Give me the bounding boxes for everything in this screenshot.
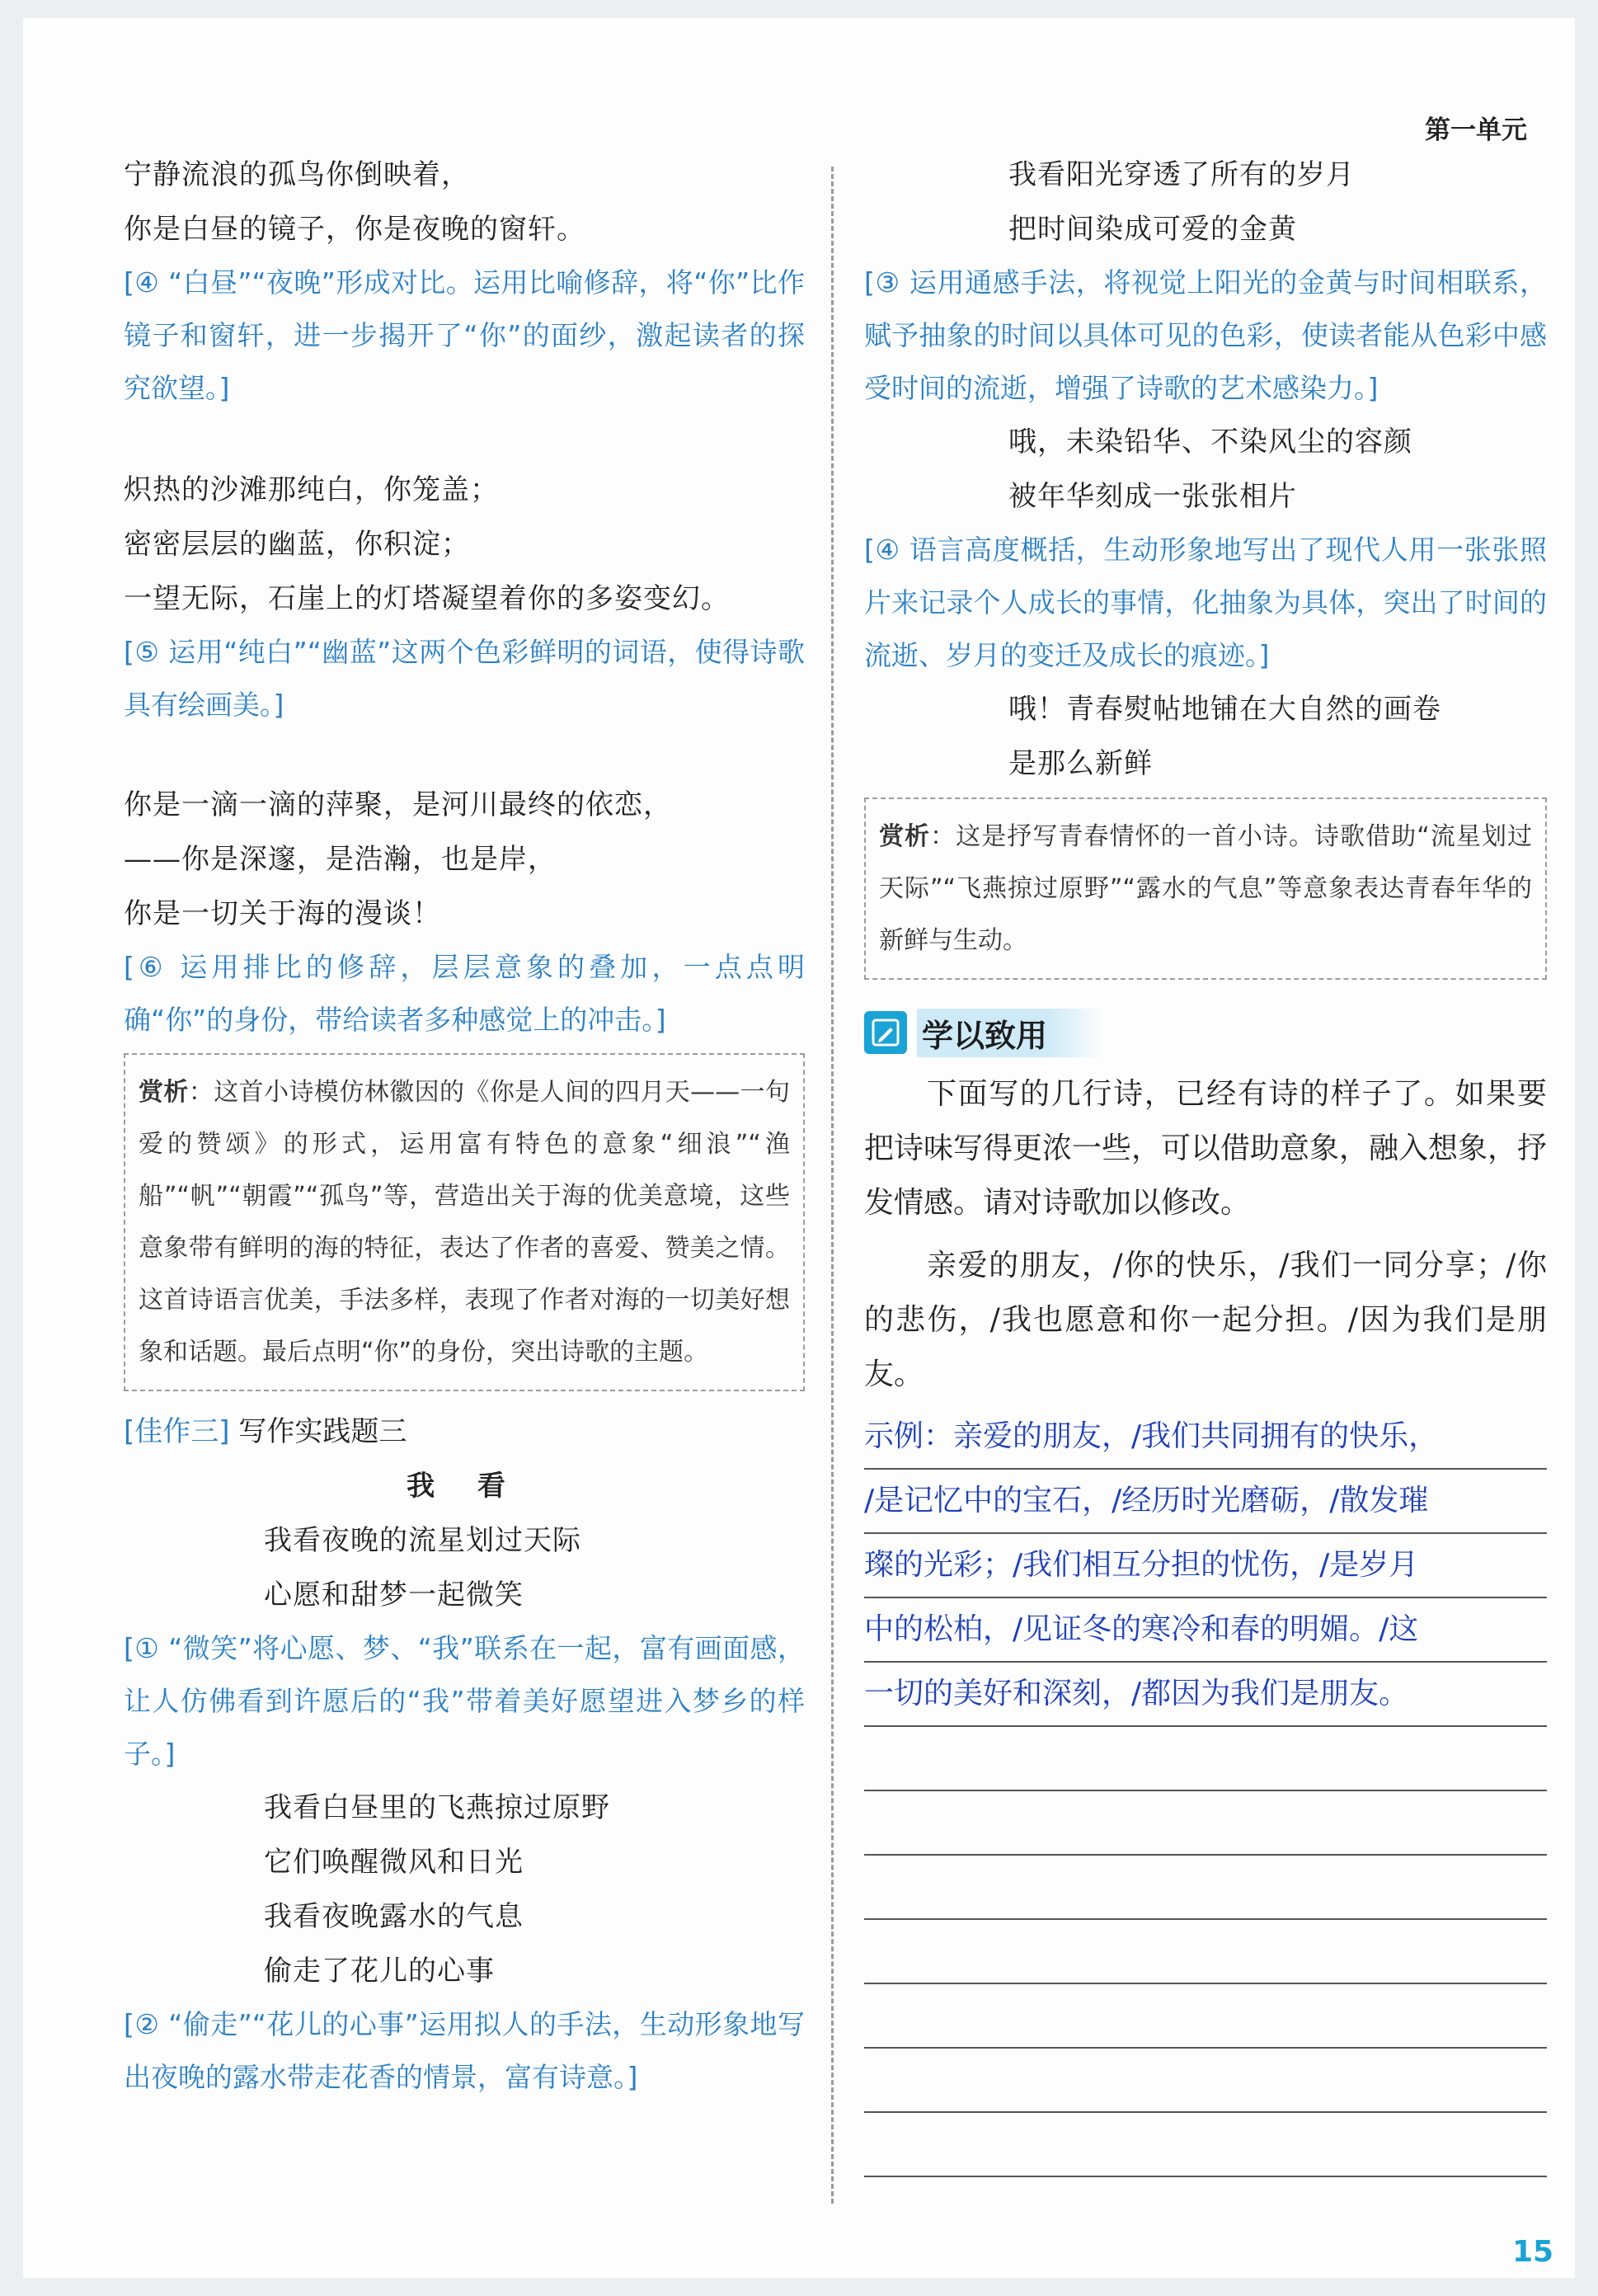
- annotation-note: [④ 语言高度概括，生动形象地写出了现代人用一张张照片来记录个人成长的事情，化抽象为具体，突出了时间的流逝、岁月的变迁及成长的痕迹。]: [864, 534, 1547, 671]
- poem-line: 你是一滴一滴的萍聚，是河川最终的依恋，: [124, 788, 672, 821]
- answer-line[interactable]: [864, 1727, 1547, 1791]
- example-tag: [佳作三]: [124, 1415, 230, 1448]
- annotation-note: [③ 运用通感手法，将视觉上阳光的金黄与时间相联系，赋予抽象的时间以具体可见的色彩，使读者能从色彩中感受时间的流逝，增强了诗歌的艺术感染力。]: [864, 266, 1547, 404]
- example-heading: [124, 1404, 805, 1459]
- appreciation-box: [124, 1053, 805, 1391]
- poem-title: 我 看: [407, 1470, 522, 1503]
- answer-line[interactable]: [864, 1791, 1547, 1856]
- poem-line: 它们唤醒微风和日光: [264, 1846, 524, 1879]
- page-number: 15: [1512, 2235, 1554, 2269]
- poem-line: 炽热的沙滩那纯白，你笼盖；: [124, 473, 499, 506]
- answer-line[interactable]: 中的松柏，/见证冬的寒冷和春的明媚。/这: [864, 1598, 1547, 1663]
- answer-line[interactable]: [864, 1920, 1547, 1984]
- pencil-icon: [864, 1011, 907, 1054]
- exercise-poem: 亲爱的朋友，/你的快乐，/我们一同分享；/你的悲伤，/我也愿意和你一起分担。/因为我们是朋友。: [864, 1249, 1547, 1391]
- poem-line: 一望无际，石崖上的灯塔凝望着你的多姿变幻。: [124, 582, 730, 615]
- exercise-prompt: 下面写的几行诗，已经有诗的样子了。如果要把诗味写得更浓一些，可以借助意象，融入想象，抒发情感。请对诗歌加以修改。: [864, 1077, 1548, 1220]
- right-column: [864, 154, 1547, 2177]
- page: [23, 18, 1575, 2278]
- poem-line: 哦！青春熨帖地铺在大自然的画卷: [1008, 693, 1441, 726]
- annotation-note: [⑤ 运用“纯白”“幽蓝”这两个色彩鲜明的词语，使得诗歌具有绘画美。]: [124, 636, 805, 721]
- poem-line: 是那么新鲜: [1008, 747, 1153, 780]
- appreciation-box: [864, 797, 1547, 980]
- answer-line[interactable]: 示例：亲爱的朋友，/我们共同拥有的快乐，: [864, 1405, 1547, 1470]
- poem-line: 偷走了花儿的心事: [264, 1955, 495, 1988]
- poem-line: 我看阳光穿透了所有的岁月: [1008, 158, 1355, 191]
- poem-line: 宁静流浪的孤鸟你倒映着，: [124, 158, 470, 191]
- answer-line[interactable]: [864, 2049, 1547, 2113]
- left-column: [124, 154, 805, 2104]
- annotation-note: [① “微笑”将心愿、梦、“我”联系在一起，富有画面感，让人仿佛看到许愿后的“我”带着美好愿望进入梦乡的样子。]: [124, 1632, 805, 1770]
- poem-line: 我看白昼里的飞燕掠过原野: [264, 1791, 610, 1824]
- poem-line: 密密层层的幽蓝，你积淀；: [124, 528, 470, 561]
- appreciation-text: ：这是抒写青春情怀的一首小诗。诗歌借助“流星划过天际”“飞燕掠过原野”“露水的气息”等意象表达青春年华的新鲜与生动。: [879, 822, 1533, 955]
- section-title: 学以致用: [917, 1009, 1105, 1057]
- answer-line[interactable]: [864, 1984, 1547, 2049]
- annotation-note: [⑥ 运用排比的修辞，层层意象的叠加，一点点明确“你”的身份，带给读者多种感觉上的冲击。]: [124, 951, 805, 1036]
- section-heading: [864, 1006, 1547, 1059]
- poem-line: 我看夜晚的流星划过天际: [264, 1524, 581, 1557]
- answer-area[interactable]: [864, 1405, 1547, 2177]
- poem-line: 你是白昼的镜子，你是夜晚的窗轩。: [124, 213, 585, 246]
- poem-line: 哦，未染铅华、不染风尘的容颜: [1008, 426, 1412, 459]
- example-title: 写作实践题三: [238, 1415, 407, 1448]
- unit-title: 第一单元: [1425, 115, 1527, 145]
- answer-line[interactable]: /是记忆中的宝石，/经历时光磨砺，/散发璀: [864, 1470, 1547, 1534]
- appreciation-label: 赏析: [139, 1078, 189, 1107]
- answer-line[interactable]: [864, 2113, 1547, 2177]
- annotation-note: [② “偷走”“花儿的心事”运用拟人的手法，生动形象地写出夜晚的露水带走花香的情景，富有诗意。]: [124, 2008, 805, 2093]
- annotation-note: [④ “白昼”“夜晚”形成对比。运用比喻修辞，将“你”比作镜子和窗轩，进一步揭开了“你”的面纱，激起读者的探究欲望。]: [124, 266, 805, 404]
- poem-line: 我看夜晚露水的气息: [264, 1900, 524, 1933]
- column-divider: [831, 167, 834, 2204]
- poem-line: 心愿和甜梦一起微笑: [264, 1578, 524, 1611]
- poem-line: 你是一切关于海的漫谈！: [124, 897, 441, 930]
- poem-line: 把时间染成可爱的金黄: [1008, 213, 1297, 246]
- answer-line[interactable]: 一切的美好和深刻，/都因为我们是朋友。: [864, 1663, 1547, 1727]
- poem-line: 被年华刻成一张张相片: [1008, 480, 1297, 513]
- poem-line: ——你是深邃，是浩瀚，也是岸，: [124, 843, 557, 876]
- appreciation-text: ：这首小诗模仿林徽因的《你是人间的四月天——一句爱的赞颂》的形式，运用富有特色的意象“细浪”“渔船”“帆”“朝霞”“孤鸟”等，营造出关于海的优美意境，这些意象带有鲜明的海的特征，表达了作者的喜爱、赞美之情。这首诗语言优美，手法多样，表现了作者对海的一切美好想象和话题。最后点明“你”的身份，突出诗歌的主题。: [139, 1078, 791, 1367]
- answer-line[interactable]: 璨的光彩；/我们相互分担的忧伤，/是岁月: [864, 1534, 1547, 1598]
- answer-line[interactable]: [864, 1856, 1547, 1920]
- appreciation-label: 赏析: [879, 822, 931, 851]
